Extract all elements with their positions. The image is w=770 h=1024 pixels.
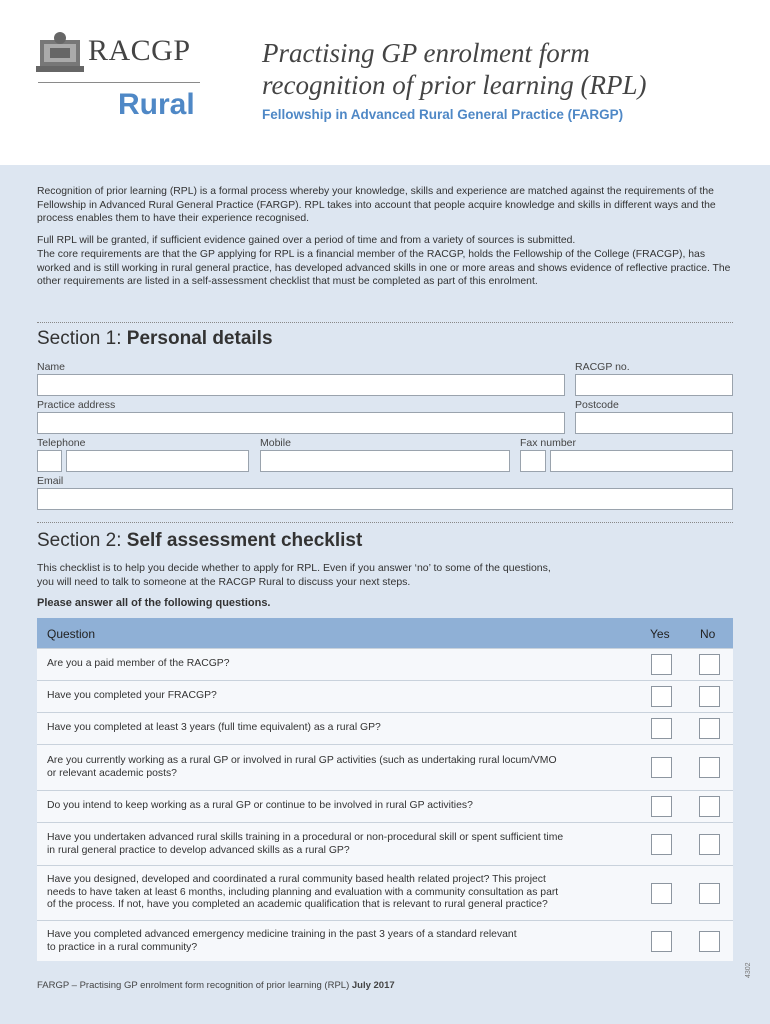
no-checkbox[interactable] [699, 654, 720, 675]
fax-label: Fax number [520, 437, 577, 449]
document-code: 4302 [745, 962, 752, 978]
question-text [47, 929, 617, 954]
checklist-description-line-2: you will need to talk to someone at the RACGP Rural to discuss your next steps. [37, 576, 411, 588]
dotted-divider [37, 322, 733, 323]
question-text-line: Have you completed your FRACGP? [47, 690, 217, 701]
yes-checkbox[interactable] [651, 931, 672, 952]
page-subtitle: Fellowship in Advanced Rural General Practice (FARGP) [262, 107, 624, 122]
table-row [37, 680, 733, 712]
page-header [0, 0, 770, 165]
name-input[interactable] [37, 374, 565, 396]
question-column-header: Question [47, 627, 96, 641]
page-title-line-2: recognition of prior learning (RPL) [262, 70, 647, 100]
practice-address-label: Practice address [37, 399, 116, 411]
question-text [47, 832, 617, 857]
table-row [37, 790, 733, 822]
question-text-line: Do you intend to keep working as a rural GP or continue to be involved in rural GP activities? [47, 800, 473, 811]
table-row [37, 648, 733, 680]
yes-column-header: Yes [650, 627, 670, 641]
table-row [37, 822, 733, 865]
yes-checkbox[interactable] [651, 883, 672, 904]
mobile-input[interactable] [260, 450, 510, 472]
no-checkbox[interactable] [699, 883, 720, 904]
email-label: Email [37, 475, 64, 487]
question-text-line: or relevant academic posts? [47, 767, 177, 779]
question-text [47, 722, 617, 735]
section-2-title: Section 2: Self assessment checklist [37, 530, 363, 551]
yes-checkbox[interactable] [651, 686, 672, 707]
yes-checkbox[interactable] [651, 834, 672, 855]
no-column-header: No [700, 627, 716, 641]
self-assessment-table [37, 618, 733, 961]
checklist-instruction: Please answer all of the following questions. [37, 597, 271, 609]
logo-wordmark: RACGP [88, 34, 191, 67]
table-row [37, 920, 733, 961]
question-text [47, 874, 617, 912]
practice-address-input[interactable] [37, 412, 565, 434]
yes-checkbox[interactable] [651, 654, 672, 675]
question-text-line: in rural general practice to develop advanced skills as a rural GP? [47, 844, 350, 856]
postcode-label: Postcode [575, 399, 619, 411]
question-text-line: Are you a paid member of the RACGP? [47, 658, 230, 669]
no-checkbox[interactable] [699, 718, 720, 739]
yes-checkbox[interactable] [651, 796, 672, 817]
dotted-divider [37, 522, 733, 523]
email-input[interactable] [37, 488, 733, 510]
question-text-line: Have you completed at least 3 years (full time equivalent) as a rural GP? [47, 722, 381, 733]
question-text-line: needs to have taken at least 6 months, including planning and evaluation with a community consultation as part [47, 886, 559, 898]
table-row [37, 865, 733, 920]
no-checkbox[interactable] [699, 931, 720, 952]
yes-checkbox[interactable] [651, 757, 672, 778]
no-checkbox[interactable] [699, 757, 720, 778]
table-row [37, 712, 733, 744]
fax-area-code-input[interactable] [520, 450, 546, 472]
name-label: Name [37, 361, 66, 373]
logo-divider [38, 82, 200, 83]
question-text [47, 690, 617, 703]
racgp-no-input[interactable] [575, 374, 733, 396]
postcode-input[interactable] [575, 412, 733, 434]
question-text [47, 658, 617, 671]
section-1-title: Section 1: Personal details [37, 328, 273, 349]
question-text [47, 800, 617, 813]
telephone-label: Telephone [37, 437, 86, 449]
no-checkbox[interactable] [699, 834, 720, 855]
intro-paragraph-2: Full RPL will be granted, if sufficient evidence gained over a period of time and from a variety of sources is submitted. [37, 235, 576, 246]
logo-rural: Rural [118, 88, 195, 121]
question-text-line: Have you undertaken advanced rural skills training in a procedural or non-procedural skill or spent sufficient time [47, 832, 564, 843]
page-footer: FARGP – Practising GP enrolment form recognition of prior learning (RPL) July 2017 [37, 980, 395, 991]
no-checkbox[interactable] [699, 796, 720, 817]
no-checkbox[interactable] [699, 686, 720, 707]
table-header-row [37, 618, 733, 648]
question-text-line: of the process. If not, have you completed an academic qualification that is relevant to rural general practice? [47, 899, 548, 910]
telephone-area-code-input[interactable] [37, 450, 62, 472]
question-text-line: Have you completed advanced emergency medicine training in the past 3 years of a standard relevant [47, 929, 517, 940]
question-text-line: to practice in a rural community? [47, 941, 198, 953]
question-text-line: Have you designed, developed and coordinated a rural community based health related project? This project [47, 874, 546, 885]
telephone-input[interactable] [66, 450, 249, 472]
fax-input[interactable] [550, 450, 733, 472]
checklist-description-line-1: This checklist is to help you decide whether to apply for RPL. Even if you answer ‘no’ to some of the questions, [37, 562, 551, 574]
yes-checkbox[interactable] [651, 718, 672, 739]
table-row [37, 744, 733, 790]
intro-paragraph-3: The core requirements are that the GP applying for RPL is a financial member of the RACGP, holds the Fellowship of the College (FRACGP), has worked and is still working in rural general practice, has developed advanced skills in one or more areas and shows evidence of reflective practice. The other requirements are listed in a self-assessment checklist that must be completed as part of this enrolment. [37, 249, 731, 288]
racgp-no-label: RACGP no. [575, 361, 630, 373]
question-text [47, 755, 617, 780]
page-title-line-1: Practising GP enrolment form [262, 38, 590, 68]
racgp-crest-icon [36, 30, 84, 74]
question-text-line: Are you currently working as a rural GP or involved in rural GP activities (such as undertaking rural locum/VMO [47, 755, 557, 766]
mobile-label: Mobile [260, 437, 291, 449]
intro-paragraph-1: Recognition of prior learning (RPL) is a formal process whereby your knowledge, skills and experience are matched against the requirements of the Fellowship in Advanced Rural General Practice (FARGP). RPL takes into account that people acquire knowledge and skills in different ways and the process enables them to have their experience recognised. [37, 186, 716, 225]
